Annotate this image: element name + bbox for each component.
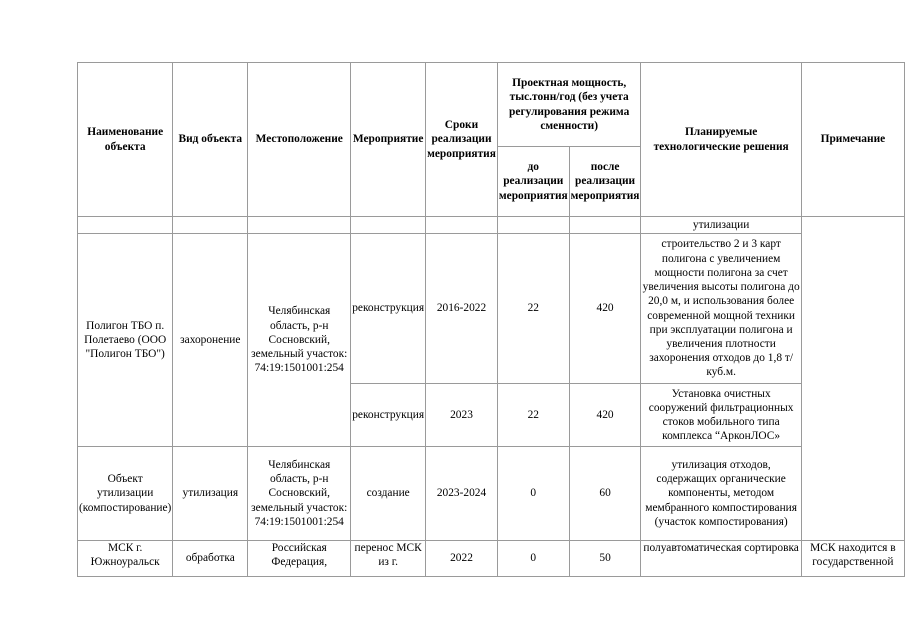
table-row [78,541,905,577]
cell-note [801,217,904,541]
cell-before [497,217,569,234]
cell-solution: Установка очистных сооружений фильтрационных стоков мобильного типа комплекса “АрконЛОС» [641,384,801,447]
cell-name: Объект утилизации (компостирование) [78,447,173,541]
cell-type: утилизация [173,447,248,541]
cell-before: 0 [497,447,569,541]
header-row-1 [78,63,905,147]
header-capacity-after: после реализации мероприятия [569,147,641,217]
cell-measure [351,541,426,577]
cell-after [569,217,641,234]
cell-after: 420 [569,234,641,384]
table-row [78,217,905,234]
cell-type: обработка [173,541,248,577]
cell-location: Челябинская область, р-н Сосновский, земельный участок: 74:19:1501001:254 [248,447,351,541]
cell-term: 2023-2024 [426,447,498,541]
header-location: Местоположение [248,63,351,217]
cell-measure-text: перенос МСК из г. [354,542,422,569]
header-note: Примечание [801,63,904,217]
cell-solution: утилизация отходов, содержащих органические компоненты, методом мембранного компостирования (участок компостирования) [641,447,801,541]
cell-solution [641,541,801,577]
cell-solution-text: полуавтоматическая сортировка [643,542,799,554]
cell-type: захоронение [173,234,248,447]
cell-term: 2016-2022 [426,234,498,384]
cell-before: 22 [497,384,569,447]
cell-type [173,217,248,234]
cell-location [248,217,351,234]
cell-note [801,541,904,577]
cell-note-text: МСК находится в государственной [810,542,896,569]
cell-name [78,541,173,577]
cell-term [426,217,498,234]
header-capacity-before: до реализации мероприятия [497,147,569,217]
cell-term: 2022 [426,541,498,577]
table-row [78,234,905,384]
header-capacity: Проектная мощность, тыс.тонн/год (без учета регулирования режима сменности) [497,63,641,147]
header-solutions: Планируемые технологические решения [641,63,801,217]
cell-name: Полигон ТБО п. Полетаево (ООО "Полигон ТБО") [78,234,173,447]
table-row [78,447,905,541]
objects-table [77,62,905,577]
cell-location-text: Российская Федерация, [271,542,328,569]
header-measure: Мероприятие [351,63,426,217]
cell-after: 50 [569,541,641,577]
cell-measure: создание [351,447,426,541]
header-term: Сроки реализации мероприятия [426,63,498,217]
cell-location: Челябинская область, р-н Сосновский, земельный участок: 74:19:1501001:254 [248,234,351,447]
cell-before: 22 [497,234,569,384]
header-type: Вид объекта [173,63,248,217]
header-name: Наименование объекта [78,63,173,217]
cell-measure: реконструкция [351,384,426,447]
cell-name [78,217,173,234]
cell-measure [351,217,426,234]
cell-term: 2023 [426,384,498,447]
cell-measure: реконструкция [351,234,426,384]
cell-solution: утилизации [641,217,801,234]
cell-after: 420 [569,384,641,447]
cell-location [248,541,351,577]
cell-before: 0 [497,541,569,577]
cell-solution: строительство 2 и 3 карт полигона с увеличением мощности полигона за счет увеличения высоты полигона до 20,0 м, и использования более современной мощной техники при эксплуатации полигона и увеличения плотности захоронения отходов до 1,8 т/куб.м. [641,234,801,384]
cell-name-text: МСК г. Южноуральск [90,542,160,569]
cell-after: 60 [569,447,641,541]
